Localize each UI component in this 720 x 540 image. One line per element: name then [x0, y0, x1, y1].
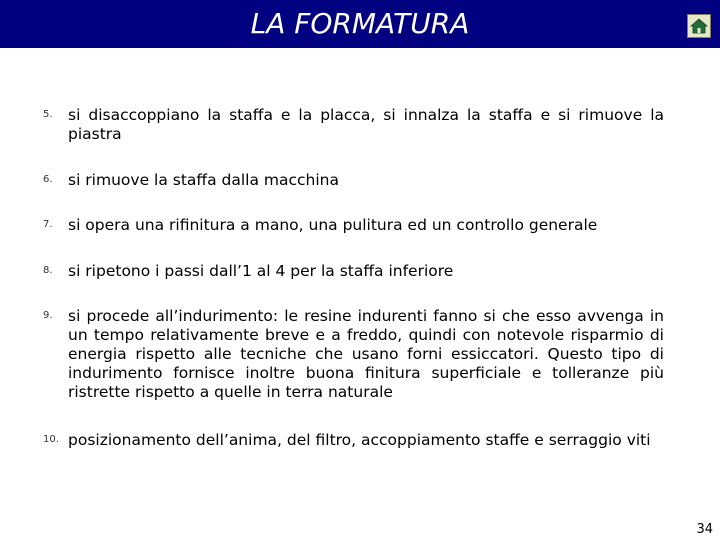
list-item-text: si opera una rifinitura a mano, una pulitura ed un controllo generale: [68, 216, 598, 234]
list-item-text: si disaccoppiano la staffa e la placca, si innalza la staffa e si rimuove la piastra: [68, 106, 664, 143]
page-number: 34: [696, 522, 713, 537]
list-item: [43, 431, 664, 450]
list-item: [43, 171, 664, 190]
list-item-number: 5.: [43, 109, 53, 120]
list-item-text: si ripetono i passi dall’1 al 4 per la staffa inferiore: [68, 262, 454, 280]
list-item-text: si procede all’indurimento: le resine indurenti fanno si che esso avvenga in un tempo relativamente breve e a freddo, quindi con notevole risparmio di energia rispetto alle tecniche che usano forni essiccatori. Questo tipo di indurimento fornisce inoltre buona finitura superficiale e tolleranze più ristrette rispetto a quelle in terra naturale: [68, 307, 664, 401]
list-item-number: 8.: [43, 265, 53, 276]
page-title: LA FORMATURA: [250, 7, 470, 40]
list-item: [43, 216, 664, 235]
list-item: [43, 262, 664, 281]
list-item: [43, 106, 664, 144]
list-item-number: 6.: [43, 174, 53, 185]
list-item-text: si rimuove la staffa dalla macchina: [68, 171, 339, 189]
list-item-text: posizionamento dell’anima, del filtro, accoppiamento staffe e serraggio viti: [68, 431, 651, 449]
list-item-number: 7.: [43, 219, 53, 230]
list-item-number: 9.: [43, 310, 53, 321]
list-item-number: 10.: [43, 434, 59, 445]
list-item: [43, 307, 664, 402]
